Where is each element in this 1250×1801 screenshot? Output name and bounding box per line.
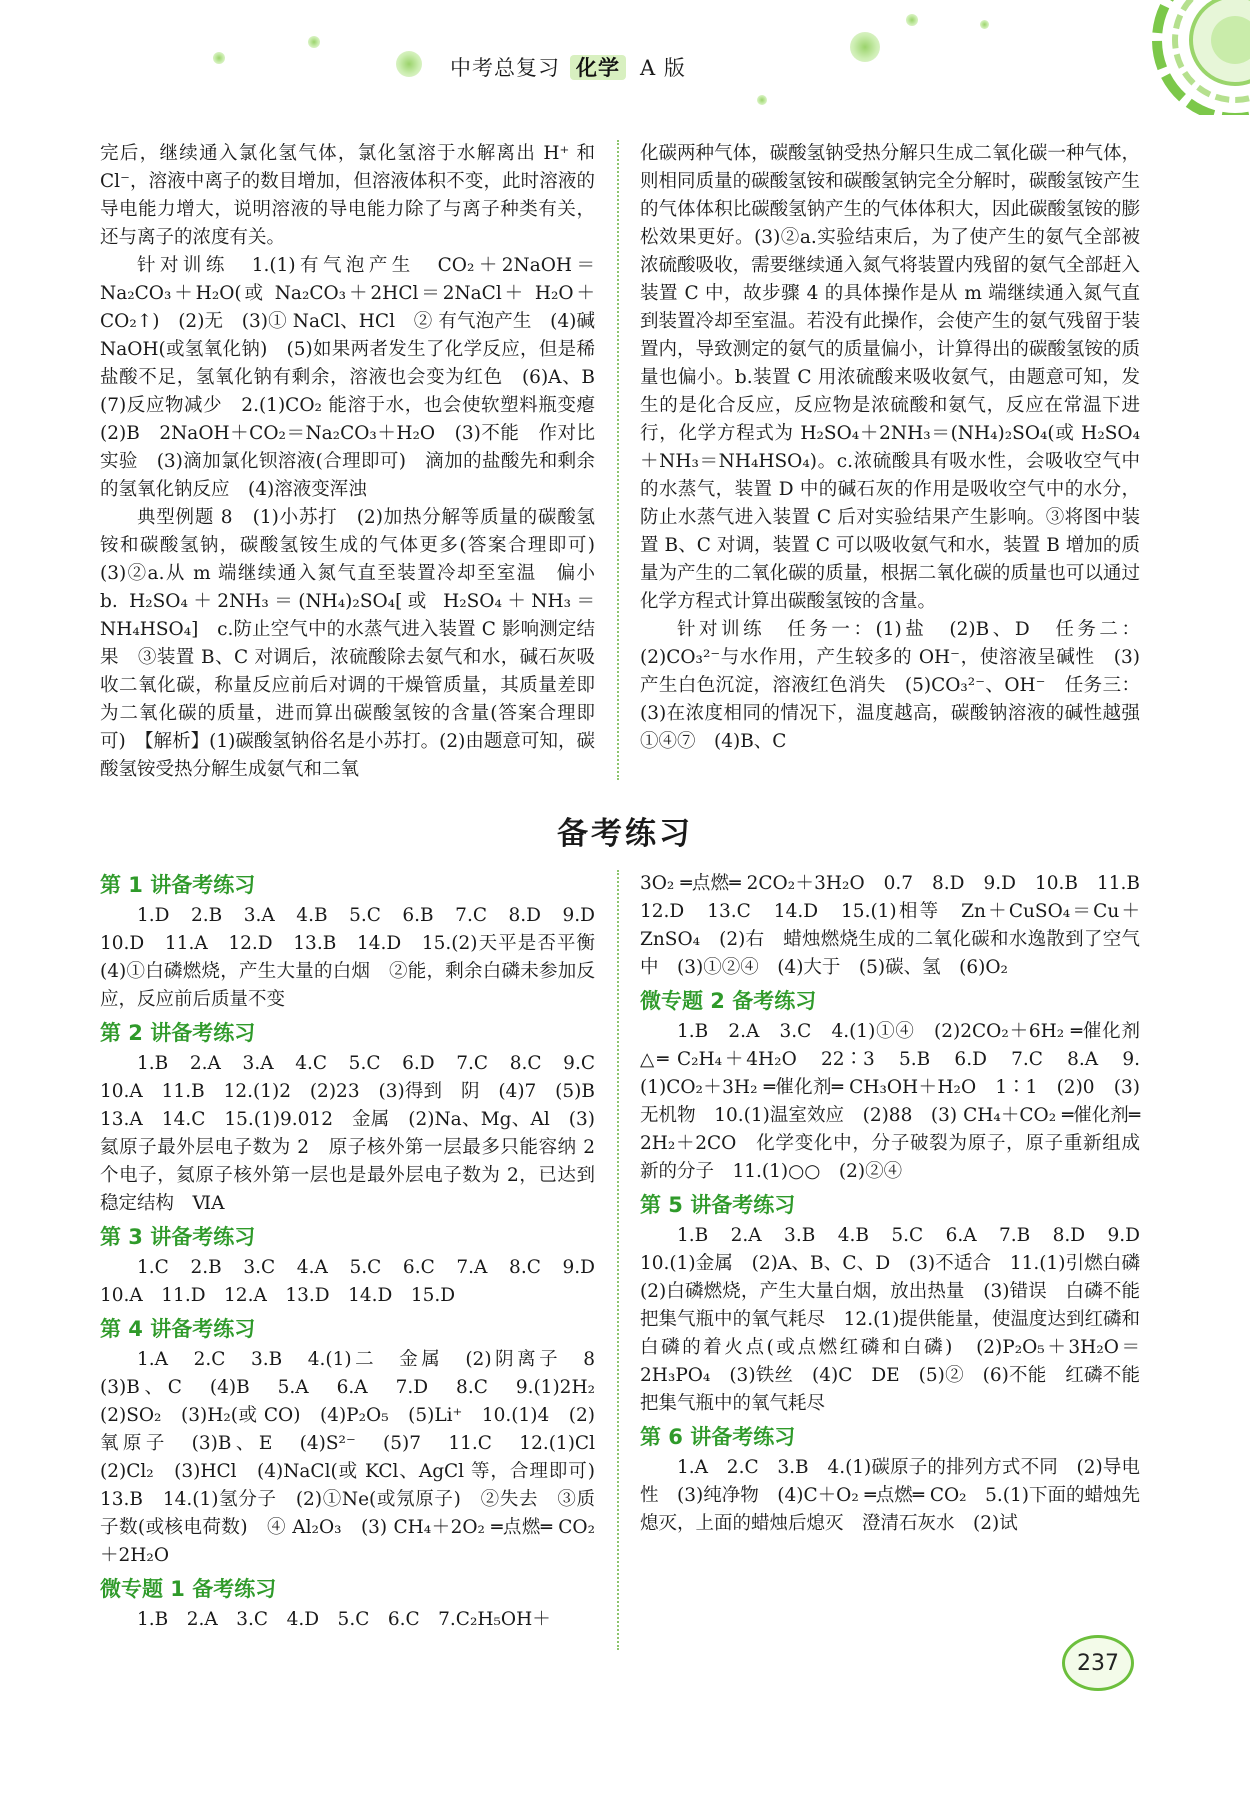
lecture-title: 第 3 讲备考练习 <box>100 1225 256 1249</box>
answer-list: 1.A 2.C 3.B 4.(1)二 金属 (2)阴离子 8 (3)B、C (4)B 5.A 6.A 7.D 8.C 9.(1)2H₂ (2)SO₂ (3)H₂(或 CO) (4)P₂O₅ (5)Li⁺ 10.(1)4 (2)氧原子 (3)B、E (4)S²⁻ (5)7 11.C 12.(1)Cl (2)Cl₂ (3)HCl (4)NaCl(或 KCl、AgCl 等，合理即可) 13.B 14.(1)氢分子 (2)①Ne(或氖原子) ②失去 ③质子数(或核电荷数) ④ Al₂O₃ (3) CH₄＋2O₂ ═点燃═ CO₂＋2H₂O <box>100 1349 614 1566</box>
column-divider <box>617 870 619 1650</box>
column-divider <box>617 140 619 780</box>
answer-list: 1.D 2.B 3.A 4.B 5.C 6.B 7.C 8.D 9.D 10.D 11.A 12.D 13.B 14.D 15.(2)天平是否平衡 (4)①白磷燃烧，产生大量的白烟 ②能，剩余白磷未参加反应，反应前后质量不变 <box>100 905 614 1010</box>
lecture-title: 第 5 讲备考练习 <box>640 1193 796 1217</box>
answer-list: 1.B 2.A 3.B 4.B 5.C 6.A 7.B 8.D 9.D 10.(1)金属 (2)A、B、C、D (3)不适合 11.(1)引燃白磷 (2)白磷燃烧，产生大量白烟，放出热量 (3)错误 白磷不能把集气瓶中的氧气耗尽 12.(1)提供能量，使温度达到红磷和白磷的着火点(或点燃红磷和白磷) (2)P₂O₅＋3H₂O＝2H₃PO₄ (3)铁丝 (4)C DE (5)② (6)不能 红磷不能把集气瓶中的氧气耗尽 <box>640 1225 1159 1414</box>
lecture-title: 第 4 讲备考练习 <box>100 1317 256 1341</box>
paragraph: 化碳两种气体，碳酸氢钠受热分解只生成二氧化碳一种气体，则相同质量的碳酸氢铵和碳酸氢钠完全分解时，碳酸氢铵产生的气体体积比碳酸氢钠产生的气体体积大，因此碳酸氢铵的膨松效果更好。(3)②a.实验结束后，为了使产生的氨气全部被浓硫酸吸收，需要继续通入氮气将装置内残留的氨气全部赶入装置 C 中，故步骤 4 的具体操作是从 m 端继续通入氮气直到装置冷却至室温。若没有此操作，会使产生的氨气残留于装置内，导致测定的氨气的质量偏小，计算得出的碳酸氢铵的质量也偏小。b.装置 C 用浓硫酸来吸收氨气，由题意可知，发生的是化合反应，反应物是浓硫酸和氨气，反应在常温下进行，化学方程式为 H₂SO₄＋2NH₃＝(NH₄)₂SO₄(或 H₂SO₄＋NH₃＝NH₄HSO₄)。c.浓硫酸具有吸水性，会吸收空气中的水蒸气，装置 D 中的碱石灰的作用是吸收空气中的水分，防止水蒸气进入装置 C 后对实验结果产生影响。③将图中装置 B、C 对调，装置 C 可以吸收氨气和水，装置 B 增加的质量为产生的二氧化碳的质量，根据二氧化碳的质量也可以通过化学方程式计算出碳酸氢铵的含量。 <box>640 143 1140 612</box>
top-left-column <box>100 140 614 784</box>
lecture-title: 微专题 1 备考练习 <box>100 1577 277 1601</box>
lecture-title: 第 6 讲备考练习 <box>640 1425 796 1449</box>
decoration-dot <box>213 52 225 64</box>
answer-list: 3O₂ ═点燃═ 2CO₂＋3H₂O 0.7 8.D 9.D 10.B 11.B 12.D 13.C 14.D 15.(1)相等 Zn＋CuSO₄＝Cu＋ZnSO₄ (2)右 蜡烛燃烧生成的二氧化碳和水逸散到了空气中 (3)①②④ (4)大于 (5)碳、氢 (6)O₂ <box>640 873 1159 978</box>
practice-left-column <box>100 866 614 1634</box>
paragraph: 针对训练 任务一：(1)盐 (2)B、D 任务二：(2)CO₃²⁻与水作用，产生较多的 OH⁻，使溶液呈碱性 (3)产生白色沉淀，溶液红色消失 (5)CO₃²⁻、OH⁻ 任务三：(3)在浓度相同的情况下，温度越高，碳酸钠溶液的碱性越强 ①④⑦ (4)B、C <box>640 619 1159 752</box>
running-header <box>450 52 686 82</box>
paragraph: 完后，继续通入氯化氢气体，氯化氢溶于水解离出 H⁺ 和 Cl⁻，溶液中离子的数目增加，但溶液体积不变，此时溶液的导电能力增大，说明溶液的导电能力除了与离子种类有关，还与离子的浓度有关。 <box>100 143 595 248</box>
top-right-column <box>640 140 1159 756</box>
lecture-title: 第 1 讲备考练习 <box>100 873 256 897</box>
lecture-title: 第 2 讲备考练习 <box>100 1021 256 1045</box>
decoration-dot <box>308 36 320 48</box>
page-header <box>0 0 1250 120</box>
page-number: 237 <box>1062 1635 1134 1691</box>
paragraph: 典型例题 8 (1)小苏打 (2)加热分解等质量的碳酸氢铵和碳酸氢钠，碳酸氢铵生成的气体更多(答案合理即可) (3)②a.从 m 端继续通入氮气直至装置冷却至室温 偏小 b. H₂SO₄＋2NH₃＝(NH₄)₂SO₄[或 H₂SO₄＋NH₃＝NH₄HSO₄] c.防止空气中的水蒸气进入装置 C 影响测定结果 ③装置 B、C 对调后，浓硫酸除去氨气和水，碱石灰吸收二氧化碳，称量反应前后对调的干燥管质量，其质量差即为二氧化碳的质量，进而算出碳酸氢铵的含量(答案合理即可) 【解析】(1)碳酸氢钠俗名是小苏打。(2)由题意可知，碳酸氢铵受热分解生成氨气和二氧 <box>100 507 614 780</box>
corner-circle-decoration <box>1120 0 1250 115</box>
decoration-dot <box>396 51 422 77</box>
decoration-dot <box>757 95 767 105</box>
answer-list: 1.B 2.A 3.C 4.D 5.C 6.C 7.C₂H₅OH＋ <box>137 1609 551 1630</box>
decoration-dot <box>980 20 989 29</box>
edition-label: A 版 <box>640 56 686 80</box>
decoration-dot <box>850 32 880 62</box>
answer-list: 1.A 2.C 3.B 4.(1)碳原子的排列方式不同 (2)导电性 (3)纯净物 (4)C＋O₂ ═点燃═ CO₂ 5.(1)下面的蜡烛先熄灭，上面的蜡烛后熄灭 澄清石灰水 (2)试 <box>640 1457 1140 1534</box>
answer-list: 1.B 2.A 3.C 4.(1)①④ (2)2CO₂＋6H₂ ═催化剂△═ C₂H₄＋4H₂O 22∶3 5.B 6.D 7.C 8.A 9.(1)CO₂＋3H₂ ═催化剂═ CH₃OH＋H₂O 1∶1 (2)0 (3)无机物 10.(1)温室效应 (2)88 (3) CH₄＋CO₂ ═催化剂═ 2H₂＋2CO 化学变化中，分子破裂为原子，原子重新组成新的分子 11.(1)○○ (2)②④ <box>640 1021 1140 1182</box>
practice-right-column <box>640 870 1159 1538</box>
decoration-dot <box>906 14 918 26</box>
subject-badge: 化学 <box>570 55 626 80</box>
answer-list: 1.C 2.B 3.C 4.A 5.C 6.C 7.A 8.C 9.D 10.A 11.D 12.A 13.D 14.D 15.D <box>100 1257 614 1306</box>
answer-list: 1.B 2.A 3.A 4.C 5.C 6.D 7.C 8.C 9.C 10.A 11.B 12.(1)2 (2)23 (3)得到 阴 (4)7 (5)B 13.A 14.C 15.(1)9.012 金属 (2)Na、Mg、Al (3)氦原子最外层电子数为 2 原子核外第一层最多只能容纳 2 个电子，氦原子核外第一层也是最外层电子数为 2，已达到稳定结构 ⅥA <box>100 1053 614 1214</box>
paragraph: 针对训练 1.(1)有气泡产生 CO₂＋2NaOH＝Na₂CO₃＋H₂O(或 Na₂CO₃＋2HCl＝2NaCl＋ H₂O＋CO₂↑) (2)无 (3)① NaCl、HCl ② 有气泡产生 (4)碱 NaOH(或氢氧化钠) (5)如果两者发生了化学反应，但是稀盐酸不足，氢氧化钠有剩余，溶液也会变为红色 (6)A、B (7)反应物减少 2.(1)CO₂ 能溶于水，也会使软塑料瓶变瘪 (2)B 2NaOH＋CO₂＝Na₂CO₃＋H₂O (3)不能 作对比实验 (3)滴加氯化钡溶液(合理即可) 滴加的盐酸先和剩余的氢氧化钠反应 (4)溶液变浑浊 <box>100 255 614 500</box>
section-title: 备考练习 <box>557 816 693 852</box>
lecture-title: 微专题 2 备考练习 <box>640 989 817 1013</box>
book-title: 中考总复习 <box>450 56 560 80</box>
